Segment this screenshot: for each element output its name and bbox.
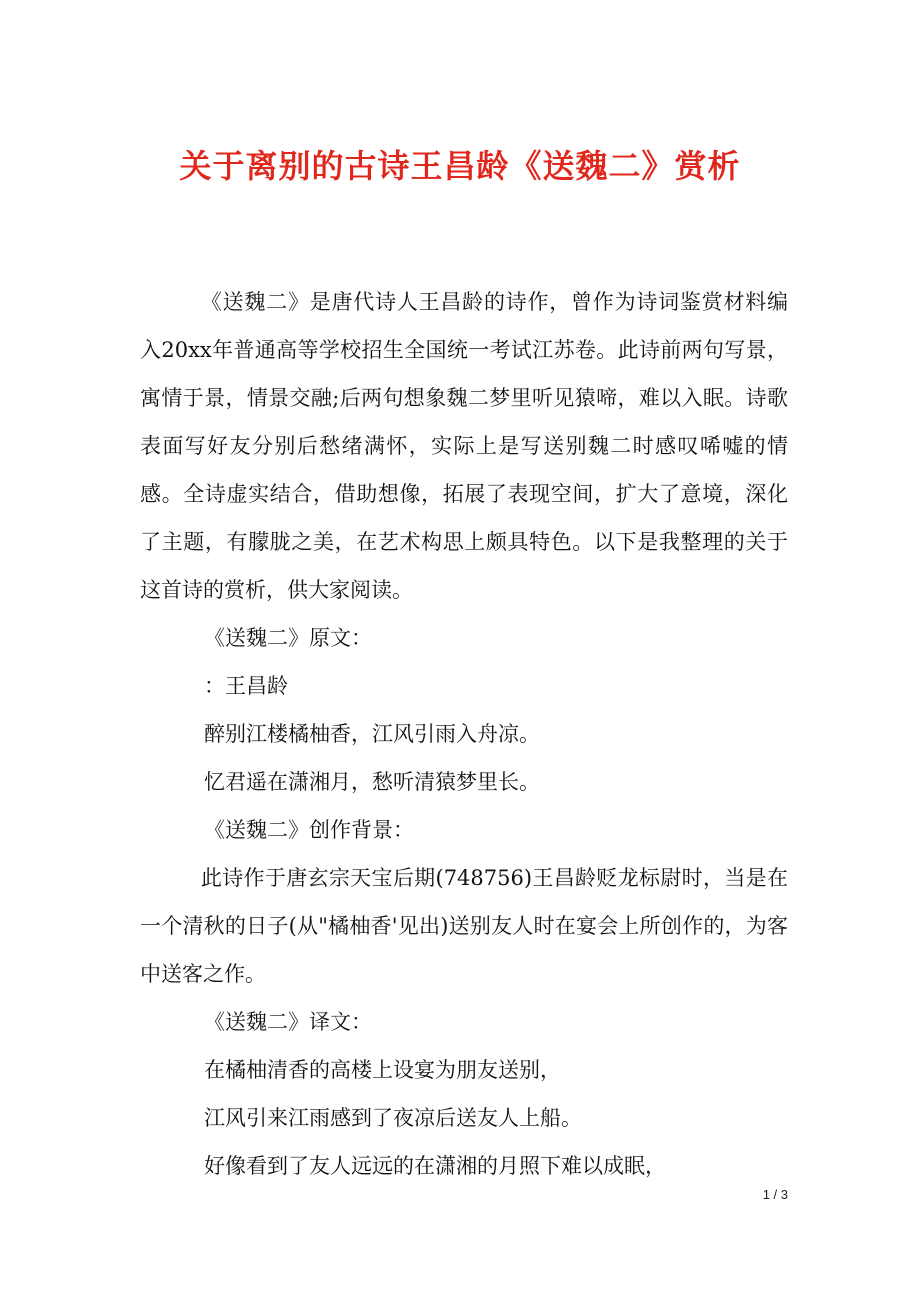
document-title: 关于离别的古诗王昌龄《送魏二》赏析 [179,147,741,185]
page-number: 1 / 3 [762,1187,788,1202]
poem-line-2: 忆君遥在潇湘月，愁听清猿梦里长。 [204,770,540,794]
translation-heading: 《送魏二》译文： [204,1010,372,1034]
original-heading: 《送魏二》原文： [204,626,372,650]
translation-line-2: 江风引来江雨感到了夜凉后送友人上船。 [204,1106,582,1130]
poem-line-1: 醉别江楼橘柚香，江风引雨入舟凉。 [204,722,540,746]
intro-paragraph: 《送魏二》是唐代诗人王昌龄的诗作，曾作为诗词鉴赏材料编入20xx年普通高等学校招生全国统一考试江苏卷。此诗前两句写景，寓情于景，情景交融;后两句想象魏二梦里听见猿啼，难以入眠。诗歌表面写好友分别后愁绪满怀，实际上是写送别魏二时感叹唏嘘的情感。全诗虚实结合，借助想像，拓展了表现空间，扩大了意境，深化了主题，有朦胧之美，在艺术构思上颇具特色。以下是我整理的关于这首诗的赏析，供大家阅读。 [140,290,788,602]
background-heading: 《送魏二》创作背景： [204,818,414,842]
background-paragraph: 此诗作于唐玄宗天宝后期(748756)王昌龄贬龙标尉时，当是在一个清秋的日子(从"橘柚香'见出)送别友人时在宴会上所创作的，为客中送客之作。 [140,866,788,986]
document-body [140,278,788,1190]
translation-line-3: 好像看到了友人远远的在潇湘的月照下难以成眠， [204,1154,666,1178]
translation-line-1: 在橘柚清香的高楼上设宴为朋友送别， [204,1058,561,1082]
author-line: ：王昌龄 [204,674,288,698]
